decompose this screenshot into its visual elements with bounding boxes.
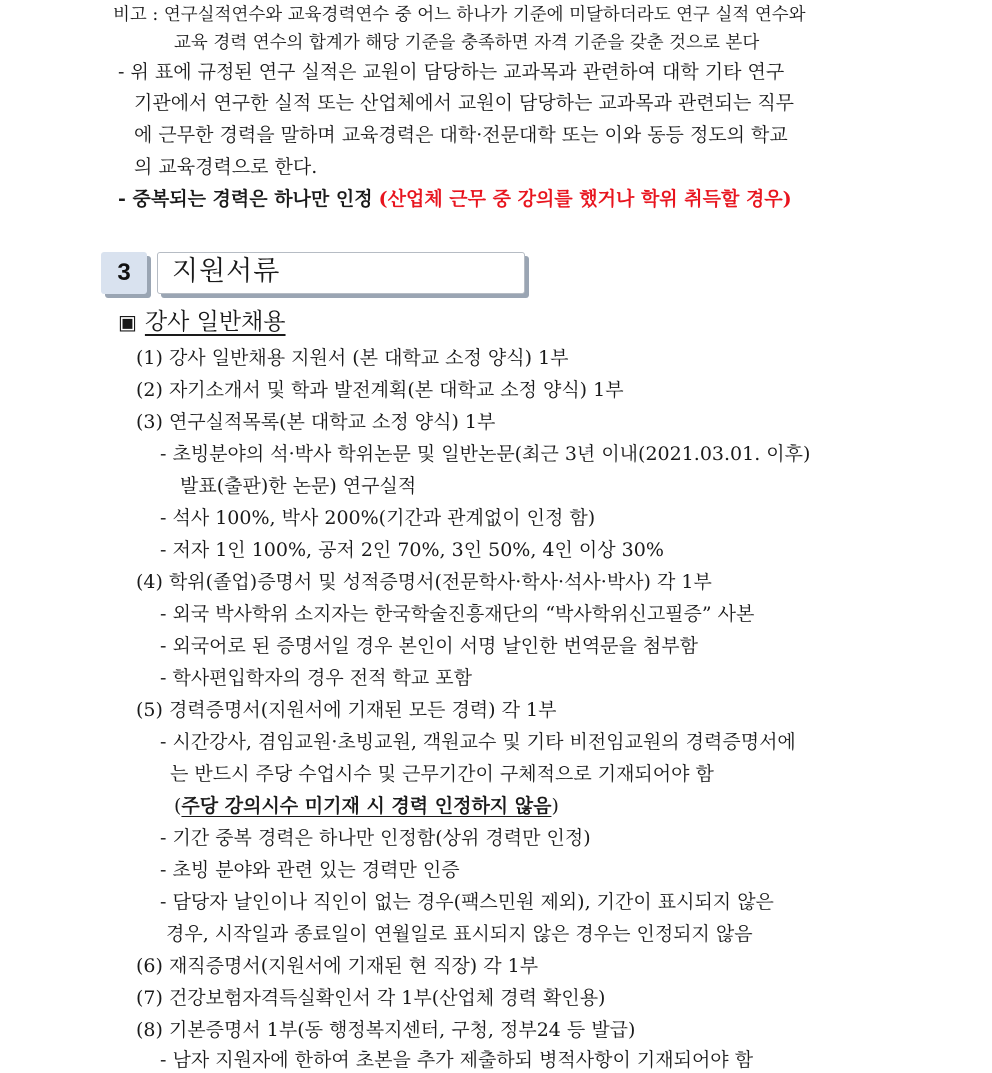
item-5-sub-a-line-2: 는 반드시 주당 수업시수 및 근무기간이 구체적으로 기재되어야 함 [170, 763, 714, 785]
para-line-4: 의 교육경력으로 한다. [134, 156, 318, 178]
section-title: 지원서류 [172, 256, 281, 287]
para-line-1: - 위 표에 규정된 연구 실적은 교원이 담당하는 교과목과 관련하여 대학 기타 연구 [118, 61, 785, 83]
subsection-heading [118, 307, 286, 337]
item-4-sub-a: - 외국 박사학위 소지자는 한국학술진흥재단의 “박사학위신고필증” 사본 [160, 603, 755, 625]
item-1: (1) 강사 일반채용 지원서 (본 대학교 소정 양식) 1부 [136, 347, 569, 369]
note-line-1: 비고 : 연구실적연수와 교육경력연수 중 어느 하나가 기준에 미달하더라도 연구 실적 연수와 [113, 5, 806, 25]
item-4-sub-b: - 외국어로 된 증명서일 경우 본인이 서명 날인한 번역문을 첨부함 [160, 635, 698, 657]
item-3-sub-b: - 석사 100%, 박사 200%(기간과 관계없이 인정 함) [160, 507, 596, 529]
paren-close: ) [551, 795, 559, 817]
para-line-3: 에 근무한 경력을 말하며 교육경력은 대학·전문대학 또는 이와 동등 정도의 학교 [134, 124, 788, 146]
item-8-sub-a: - 남자 지원자에 한하여 초본을 추가 제출하되 병적사항이 기재되어야 함 [160, 1049, 754, 1071]
item-3-sub-a-line-1: - 초빙분야의 석·박사 학위논문 및 일반논문(최근 3년 이내(2021.03.01. 이후) [160, 443, 811, 465]
item-6: (6) 재직증명서(지원서에 기재된 현 직장) 각 1부 [136, 955, 539, 977]
item-5-sub-d-line-1: - 담당자 날인이나 직인이 없는 경우(팩스민원 제외), 기간이 표시되지 않은 [160, 891, 774, 913]
item-7: (7) 건강보험자격득실확인서 각 1부(산업체 경력 확인용) [136, 987, 606, 1009]
item-5-sub-b: - 기간 중복 경력은 하나만 인정함(상위 경력만 인정) [160, 827, 591, 849]
item-3-sub-c: - 저자 1인 100%, 공저 2인 70%, 3인 50%, 4인 이상 30% [160, 539, 664, 561]
item-4: (4) 학위(졸업)증명서 및 성적증명서(전문학사·학사·석사·박사) 각 1부 [136, 571, 712, 593]
subsection-title: 강사 일반채용 [144, 309, 286, 335]
item-2: (2) 자기소개서 및 학과 발전계획(본 대학교 소정 양식) 1부 [136, 379, 624, 401]
item-3-sub-a-line-2: 발표(출판)한 논문) 연구실적 [180, 475, 417, 497]
square-bullet-icon: ▣ [118, 310, 137, 334]
item-3: (3) 연구실적목록(본 대학교 소정 양식) 1부 [136, 411, 496, 433]
item-8: (8) 기본증명서 1부(동 행정복지센터, 구청, 정부24 등 발급) [136, 1019, 636, 1041]
item-5-sub-d-line-2: 경우, 시작일과 종료일이 연월일로 표시되지 않은 경우는 인정되지 않음 [166, 923, 753, 945]
item-5-lecture-hours-warning [174, 794, 559, 818]
section-number-badge: 3 [101, 252, 147, 294]
item-5: (5) 경력증명서(지원서에 기재된 모든 경력) 각 1부 [136, 699, 557, 721]
duplicate-career-note [118, 187, 792, 211]
note-line-2: 교육 경력 연수의 합계가 해당 기준을 충족하면 자격 기준을 갖춘 것으로 본다 [174, 33, 760, 53]
item-5-sub-a-line-1: - 시간강사, 겸임교원·초빙교원, 객원교수 및 기타 비전임교원의 경력증명서에 [160, 731, 796, 753]
item-4-sub-c: - 학사편입학자의 경우 전적 학교 포함 [160, 667, 472, 689]
lecture-hours-warning-text: 주당 강의시수 미기재 시 경력 인정하지 않음 [181, 795, 552, 817]
paren-open: ( [174, 795, 182, 817]
duplicate-career-text: - 중복되는 경력은 하나만 인정 [118, 188, 373, 210]
item-5-sub-c: - 초빙 분야와 관련 있는 경력만 인증 [160, 859, 460, 881]
duplicate-career-condition: (산업체 근무 중 강의를 했거나 학위 취득할 경우) [378, 188, 792, 210]
para-line-2: 기관에서 연구한 실적 또는 산업체에서 교원이 담당하는 교과목과 관련되는 직무 [134, 92, 795, 114]
